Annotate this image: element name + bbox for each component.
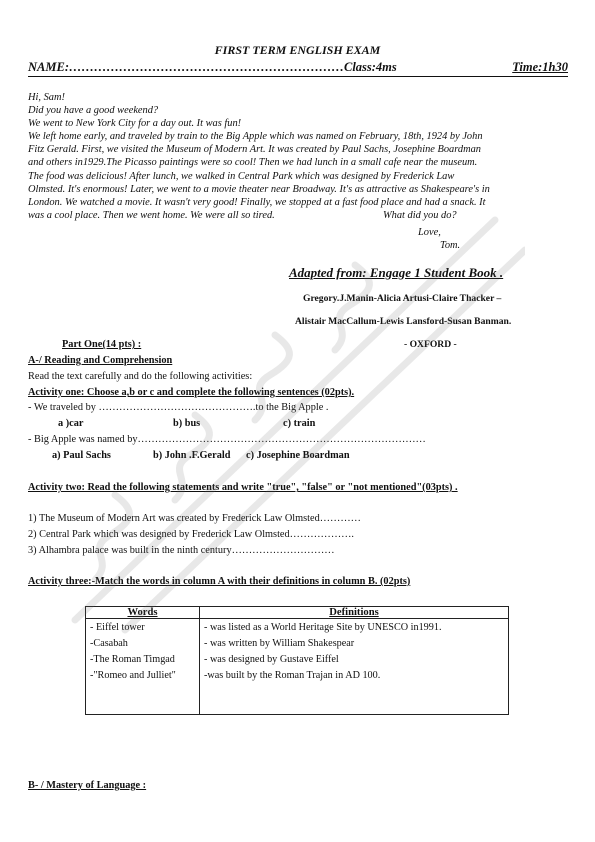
authors-line-2: Alistair MacCallum-Lewis Lansford-Susan Banman.	[295, 316, 512, 327]
activity-two-title: Activity two: Read the following statements and write "true", "false" or "not mentioned"(03pts) .	[28, 482, 458, 493]
q1-option-b: b) bus	[173, 418, 201, 429]
letter-question: What did you do?	[383, 209, 457, 221]
letter-line: We went to New York City for a day out. It was fun!	[28, 118, 242, 130]
definition-item: -was built by the Roman Trajan in AD 100.	[204, 670, 381, 681]
definition-item: - was written by William Shakespear	[204, 638, 355, 649]
authors-line-1: Gregory.J.Manin-Alicia Artusi-Claire Thacker –	[303, 293, 502, 304]
statement-2: 2) Central Park which was designed by Frederick Law Olmsted……………….	[28, 529, 355, 540]
letter-line: London. We watched a movie. It wasn't very good! Finally, we stopped at a fast food place and had a snack. It	[28, 196, 486, 208]
letter-closing: Love,	[418, 227, 441, 238]
word-item: -The Roman Timgad	[90, 654, 175, 665]
adapted-from: Adapted from: Engage 1 Student Book .	[289, 265, 504, 280]
question-1: - We traveled by ……………………………………….to the Big Apple .	[28, 402, 329, 413]
question-2: - Big Apple was named by…………………………………………………………………………	[28, 434, 426, 445]
activity-three-title: Activity three:-Match the words in column A with their definitions in column B. (02pts)	[28, 576, 411, 587]
activity-one-title: Activity one: Choose a,b or c and complete the following sentences (02pts).	[28, 387, 355, 398]
publisher: - OXFORD -	[404, 339, 457, 350]
watermark-graphic	[55, 200, 525, 640]
letter-line: Fitz Gerald. First, we visited the Museum of Modern Art. It was created by Paul Sachs, Josephine Boardman	[28, 144, 481, 156]
q2-option-a: a) Paul Sachs	[52, 450, 111, 461]
exam-title: FIRST TERM ENGLISH EXAM	[214, 43, 381, 57]
section-a-heading: A-/ Reading and Comprehension	[28, 355, 173, 366]
q2-option-b: b) John .F.Gerald	[153, 450, 231, 461]
column-words-header: Words	[86, 607, 200, 619]
letter-line: and others in1929.The Picasso paintings were so cool! Then we had lunch in a small cafe near the museum.	[28, 157, 478, 169]
section-b-heading: B- / Mastery of Language :	[28, 780, 147, 791]
word-item: -Casabah	[90, 638, 128, 649]
letter-line: We left home early, and traveled by train to the Big Apple which was named on February, 18th, 1924 by John	[28, 131, 483, 143]
statement-3: 3) Alhambra palace was built in the ninth century…………………………	[28, 545, 335, 556]
word-item: -"Romeo and Julliet"	[90, 670, 176, 681]
instruction: Read the text carefully and do the following activities:	[28, 371, 253, 382]
header-row	[28, 60, 568, 77]
letter-signature: Tom.	[440, 240, 461, 251]
letter-line: Olmsted. It's enormous! Later, we went to a movie theater near Broadway. It's as attractive as Shakespeare's in	[28, 183, 490, 195]
word-item: - Eiffel tower	[90, 622, 145, 633]
letter-line-text: was a cool place. Then we went home. We were all so tired.	[28, 209, 275, 221]
definition-item: - was designed by Gustave Eiffel	[204, 654, 339, 665]
column-definitions-header: Definitions	[200, 607, 509, 619]
part-one-heading: Part One(14 pts) :	[62, 339, 142, 350]
letter-line: Did you have a good weekend?	[28, 105, 159, 117]
time-label: Time:1h30	[512, 60, 568, 74]
name-class-line: NAME:…………………………………………………………Class:4ms	[28, 60, 397, 74]
definition-item: - was listed as a World Heritage Site by UNESCO in1991.	[204, 622, 442, 633]
q2-option-c: c) Josephine Boardman	[246, 450, 350, 461]
q1-option-c: c) train	[283, 418, 316, 429]
letter-greeting: Hi, Sam!	[28, 92, 65, 103]
letter-line: The food was delicious! After lunch, we walked in Central Park which was designed by Frederick Law	[28, 170, 455, 182]
q1-option-a: a )car	[58, 418, 84, 429]
statement-1: 1) The Museum of Modern Art was created by Frederick Law Olmsted…………	[28, 513, 361, 524]
